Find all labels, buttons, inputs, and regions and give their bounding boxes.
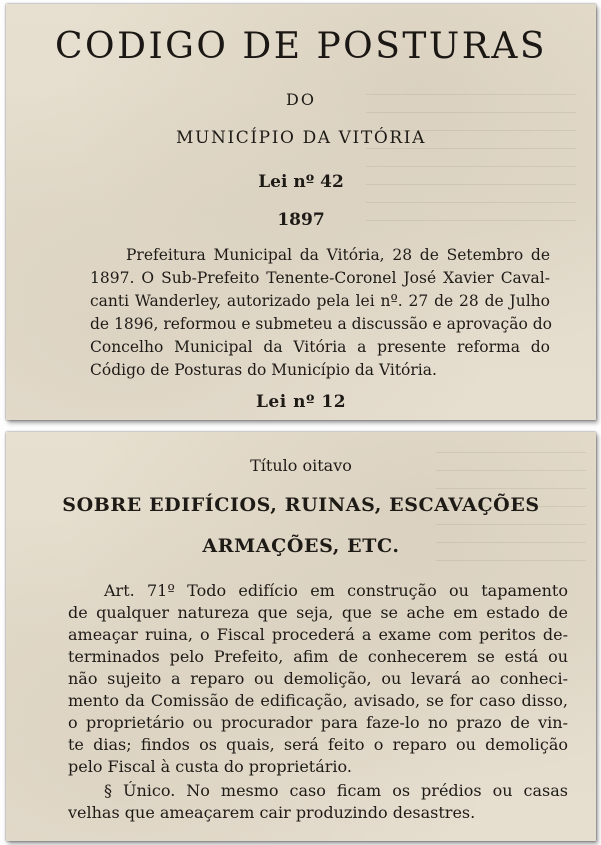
scanned-page-bottom xyxy=(6,432,596,841)
article-line: ameaçar ruina, o Fiscal procederá a exame com peritos de- xyxy=(68,625,568,644)
law-number-2: Lei nº 12 xyxy=(255,392,347,412)
unico-line: velhas que ameaçarem cair produzindo desastres. xyxy=(68,803,476,822)
article-line: te dias; findos os quais, será feito o reparo ou demolição xyxy=(68,735,568,754)
article-line: Art. 71º Todo edifício em construção ou tapamento xyxy=(104,581,568,600)
article-line: terminados pelo Prefeito, afim de conhecerem se está ou xyxy=(68,647,568,666)
section-subheading: ARMAÇÕES, ETC. xyxy=(202,535,400,557)
title-connector: DO xyxy=(286,90,316,109)
section-heading: SOBRE EDIFÍCIOS, RUINAS, ESCAVAÇÕES xyxy=(62,494,540,516)
law-number: Lei nº 42 xyxy=(258,172,344,192)
unico-line: § Único. No mesmo caso ficam os prédios ou casas xyxy=(104,781,568,800)
article-line: de qualquer natureza que seja, que se ache em estado de xyxy=(68,603,568,622)
scanned-page-top xyxy=(6,4,596,420)
law-year: 1897 xyxy=(277,210,325,230)
paragraph-line: de 1896, reformou e submeteu a discussão e aprovação do xyxy=(90,315,552,333)
paragraph-line: canti Wanderley, autorizado pela lei nº. 27 de 28 de Julho xyxy=(90,292,550,310)
document-title: CODIGO DE POSTURAS xyxy=(55,26,547,67)
article-line: mento da Comissão de edificação, avisado, se for caso disso, xyxy=(68,691,568,710)
paragraph-line: Código de Posturas do Município da Vitória. xyxy=(90,361,437,379)
article-line: não sujeito a reparo ou demolição, ou levará ao conheci- xyxy=(68,669,568,688)
municipality-heading: MUNICÍPIO DA VITÓRIA xyxy=(176,128,426,148)
paragraph-line: Concelho Municipal da Vitória a presente reforma do xyxy=(90,338,550,356)
paragraph-line: 1897. O Sub-Prefeito Tenente-Coronel José Xavier Caval- xyxy=(90,269,550,287)
paragraph-line: Prefeitura Municipal da Vitória, 28 de Setembro de xyxy=(126,246,550,264)
section-title: Título oitavo xyxy=(250,456,352,475)
article-line: o proprietário ou procurador para faze-lo no prazo de vin- xyxy=(68,713,568,732)
article-71 xyxy=(68,580,568,824)
intro-paragraph xyxy=(90,244,550,382)
article-line: pelo Fiscal à custa do proprietário. xyxy=(68,757,352,776)
